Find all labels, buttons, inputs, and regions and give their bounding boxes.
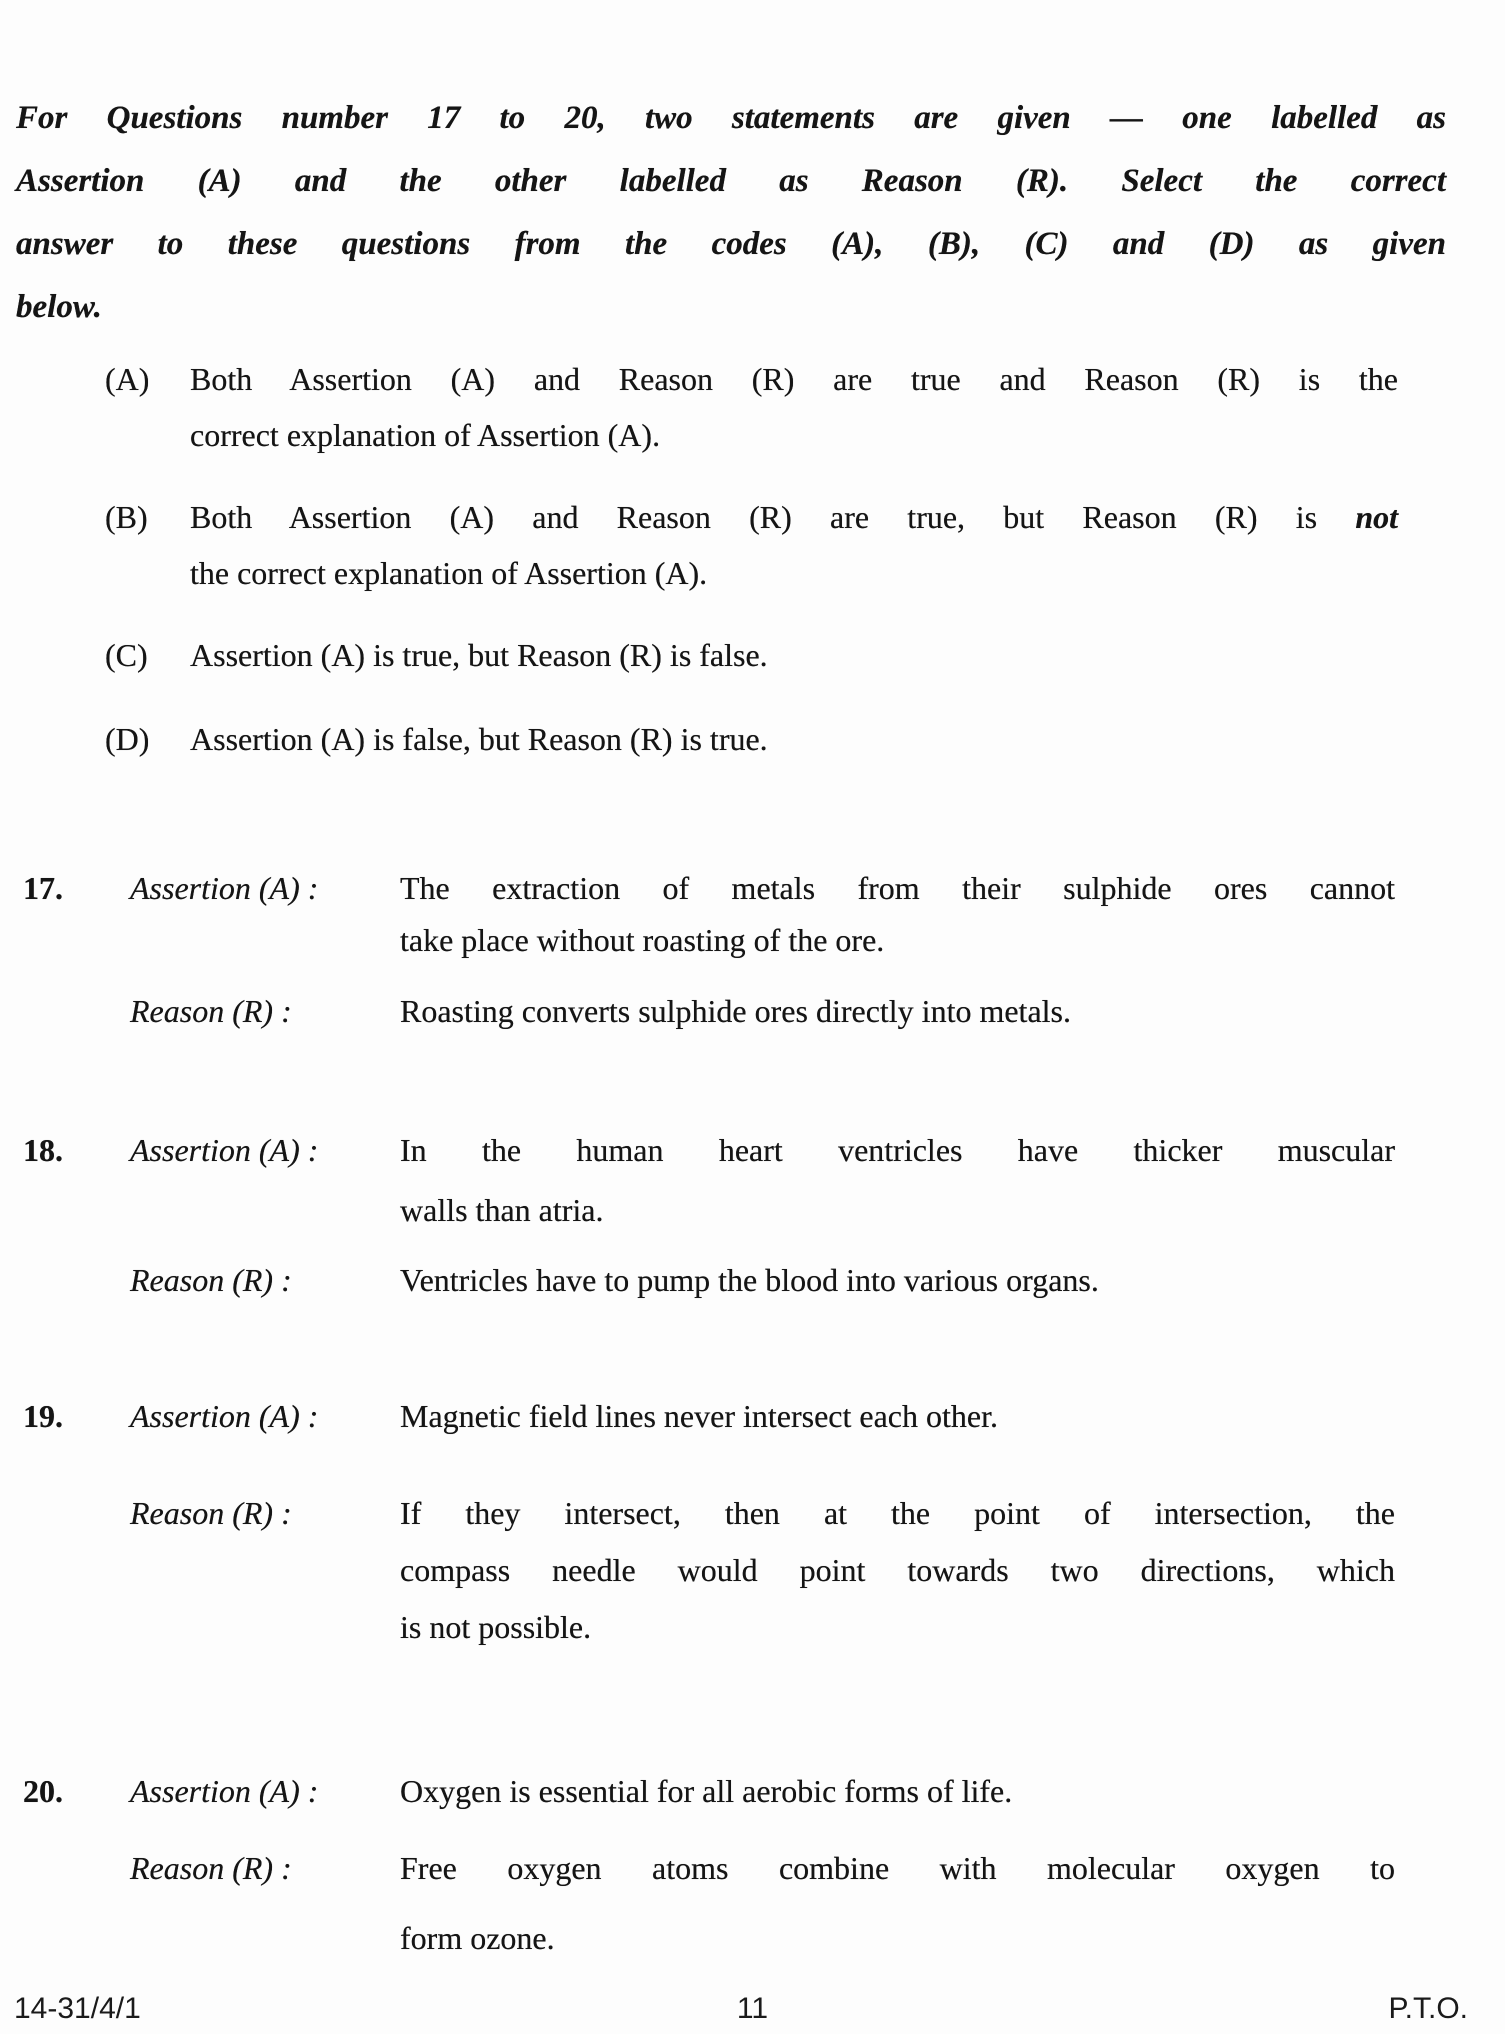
reason-row bbox=[23, 1833, 1505, 1973]
option-label: (D) bbox=[105, 721, 150, 757]
question-17 bbox=[0, 862, 1505, 1037]
reason-row bbox=[23, 1250, 1505, 1310]
option-text-emphasis: not bbox=[1355, 499, 1398, 535]
pto-marker: P.T.O. bbox=[1388, 1992, 1468, 2025]
option-text-segment: Both Assertion (A) and Reason (R) are true, but Reason (R) is bbox=[190, 499, 1356, 535]
assertion-text-line: Oxygen is essential for all aerobic forms of life. bbox=[400, 1773, 1013, 1809]
option-text-line: Both Assertion (A) and Reason (R) are true and Reason (R) is the bbox=[190, 361, 1398, 397]
instructions-line: For Questions number 17 to 20, two statements are given — one labelled as bbox=[16, 100, 1446, 136]
option-label: (C) bbox=[105, 637, 148, 673]
instructions-line: Assertion (A) and the other labelled as Reason (R). Select the correct bbox=[16, 163, 1446, 199]
reason-row bbox=[23, 1485, 1505, 1656]
assertion-label: Assertion (A) : bbox=[130, 1398, 319, 1434]
answer-code-option-b bbox=[105, 489, 1505, 601]
question-19 bbox=[0, 1390, 1505, 1656]
question-number: 19. bbox=[23, 1398, 63, 1434]
reason-label: Reason (R) : bbox=[130, 1495, 292, 1531]
option-text-line bbox=[190, 489, 1398, 545]
question-number: 17. bbox=[23, 870, 63, 906]
assertion-row bbox=[23, 1120, 1505, 1240]
question-number: 20. bbox=[23, 1773, 63, 1809]
assertion-label: Assertion (A) : bbox=[130, 1132, 319, 1168]
reason-text-line: Free oxygen atoms combine with molecular oxygen to bbox=[400, 1850, 1395, 1886]
page-number: 11 bbox=[736, 1992, 769, 2025]
option-text-line: Assertion (A) is false, but Reason (R) is true. bbox=[190, 721, 768, 757]
paper-code: 14-31/4/1 bbox=[14, 1992, 141, 2025]
reason-text-line: Ventricles have to pump the blood into various organs. bbox=[400, 1262, 1099, 1298]
option-text-line: Assertion (A) is true, but Reason (R) is false. bbox=[190, 637, 768, 673]
reason-label: Reason (R) : bbox=[130, 993, 292, 1029]
reason-label: Reason (R) : bbox=[130, 1850, 292, 1886]
instructions-line: answer to these questions from the codes (A), (B), (C) and (D) as given bbox=[16, 226, 1446, 262]
assertion-text-line: walls than atria. bbox=[400, 1192, 604, 1228]
assertion-text-line: The extraction of metals from their sulphide ores cannot bbox=[400, 870, 1395, 906]
reason-text-line: Roasting converts sulphide ores directly into metals. bbox=[400, 993, 1071, 1029]
page-footer bbox=[0, 1992, 1505, 2034]
question-number: 18. bbox=[23, 1132, 63, 1168]
assertion-label: Assertion (A) : bbox=[130, 870, 319, 906]
option-label: (B) bbox=[105, 499, 148, 535]
question-18 bbox=[0, 1120, 1505, 1310]
option-text-line: the correct explanation of Assertion (A). bbox=[190, 555, 708, 591]
assertion-label: Assertion (A) : bbox=[130, 1773, 319, 1809]
reason-text-line: form ozone. bbox=[400, 1920, 555, 1956]
assertion-text-line: In the human heart ventricles have thicker muscular bbox=[400, 1132, 1395, 1168]
answer-code-option-d bbox=[105, 711, 1505, 767]
answer-code-option-c bbox=[105, 627, 1505, 683]
reason-label: Reason (R) : bbox=[130, 1262, 292, 1298]
assertion-text-line: take place without roasting of the ore. bbox=[400, 922, 885, 958]
instructions-paragraph bbox=[16, 87, 1446, 339]
assertion-text-line: Magnetic field lines never intersect each other. bbox=[400, 1398, 998, 1434]
assertion-row bbox=[23, 862, 1505, 966]
assertion-row bbox=[23, 1765, 1505, 1817]
reason-row bbox=[23, 985, 1505, 1037]
answer-code-option-a bbox=[105, 351, 1505, 463]
reason-text-line: If they intersect, then at the point of intersection, the bbox=[400, 1495, 1395, 1531]
instructions-line: below. bbox=[16, 289, 102, 325]
option-text-line: correct explanation of Assertion (A). bbox=[190, 417, 661, 453]
reason-text-line: compass needle would point towards two directions, which bbox=[400, 1552, 1395, 1588]
option-label: (A) bbox=[105, 361, 150, 397]
question-20 bbox=[0, 1765, 1505, 1973]
reason-text-line: is not possible. bbox=[400, 1609, 592, 1645]
assertion-row bbox=[23, 1390, 1505, 1442]
